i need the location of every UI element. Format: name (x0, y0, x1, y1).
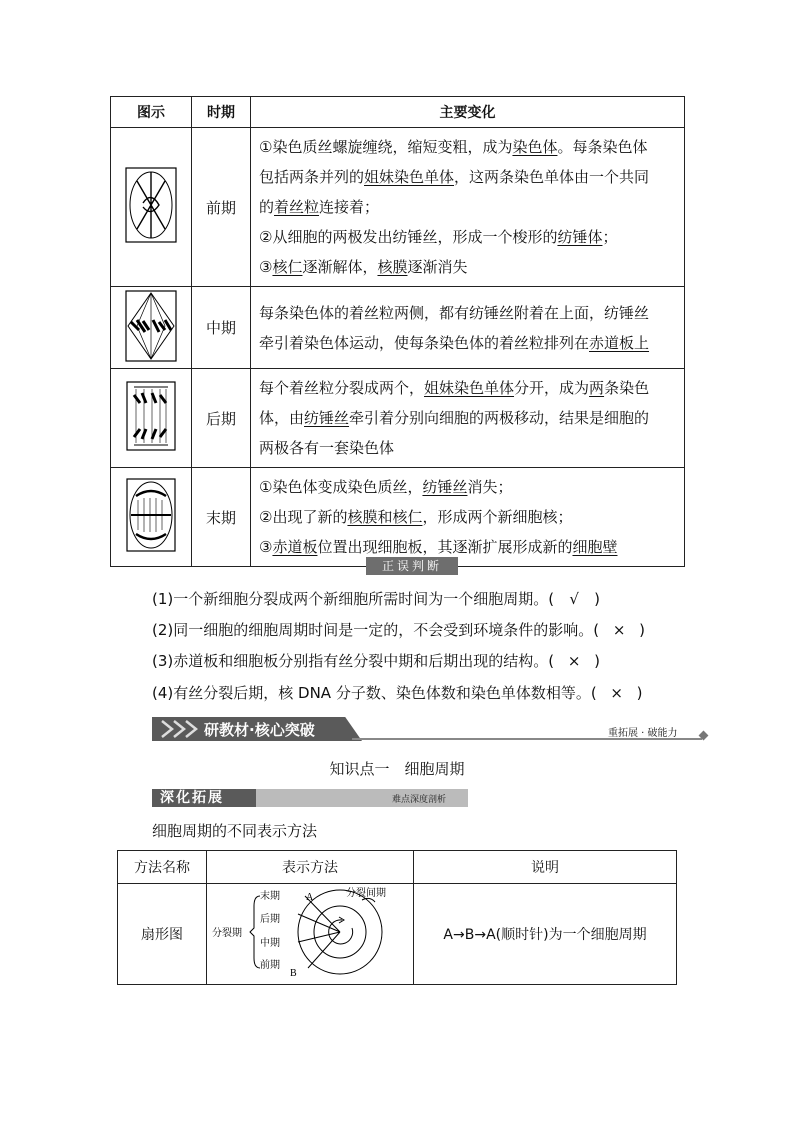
text-segment: 分开，成为 (514, 379, 590, 397)
method-name: 扇形图 (118, 884, 207, 985)
table-row (111, 128, 685, 287)
text-segment: 牵引着分别向细胞的两极移动，结果是细胞的 (349, 409, 650, 427)
method-table (117, 850, 677, 985)
key-term: 姐妹染色单体 (364, 168, 455, 186)
knowledge-point-title: 知识点一 细胞周期 (329, 760, 465, 778)
question-1: (1)一个新细胞分裂成两个新细胞所需时间为一个细胞周期。( √ ) (152, 590, 600, 608)
text-segment: 逐渐解体， (302, 258, 378, 276)
prophase-cell-image (111, 128, 192, 287)
changes-anaphase (251, 369, 685, 468)
chevron-arrows-icon (160, 720, 200, 738)
deep-banner-title: 深化拓展 (160, 790, 224, 806)
change-line (259, 298, 676, 328)
text-segment: ②出现了新的 (259, 508, 348, 526)
question-text: (3)赤道板和细胞板分别指有丝分裂中期和后期出现的结构。( (152, 652, 555, 670)
text-segment: ③ (259, 538, 273, 556)
key-term: 核仁 (272, 258, 303, 276)
text-segment: 包括两条并列的 (259, 168, 365, 186)
header-period: 时期 (192, 97, 251, 128)
key-term: 姐妹染色单体 (424, 379, 515, 397)
phase-label: 中期 (260, 938, 280, 949)
period-anaphase: 后期 (192, 369, 251, 468)
anaphase-cell-image (111, 369, 192, 468)
phase-label: 后期 (260, 914, 280, 925)
changes-metaphase (251, 287, 685, 369)
text-segment: 牵引着染色体运动，使每条染色体的着丝粒排列在 (259, 333, 590, 352)
telophase-cell-image (111, 468, 192, 567)
change-line (259, 132, 676, 162)
method-explanation: A→B→A(顺时针)为一个细胞周期 (414, 884, 677, 985)
text-segment: ，形成两个新细胞核； (422, 508, 573, 526)
change-line (259, 433, 676, 463)
key-term: 赤道板上 (589, 333, 650, 352)
key-term: 核膜和核仁 (347, 508, 423, 526)
text-segment: 体，由 (259, 409, 305, 427)
period-prophase: 前期 (192, 128, 251, 287)
table-row (111, 287, 685, 369)
key-term: 两 (589, 379, 605, 397)
section-banner (152, 717, 712, 741)
period-telophase: 末期 (192, 468, 251, 567)
key-term: 赤道板 (272, 538, 318, 556)
header-explanation: 说明 (414, 851, 677, 884)
text-segment: 两极各有一套染色体 (259, 439, 395, 457)
text-segment: ； (602, 228, 618, 246)
text-segment: 每个着丝粒分裂成两个， (259, 379, 425, 397)
judge-banner: 正误判断 (366, 557, 458, 575)
table-header-row (111, 97, 685, 128)
deep-banner-subtitle: 难点深度剖析 (392, 795, 447, 805)
change-line (259, 373, 676, 403)
anaphase-cell-icon (126, 381, 176, 451)
text-segment: ③ (259, 258, 273, 276)
text-segment: 。每条染色体 (557, 138, 648, 156)
header-diagram: 图示 (111, 97, 192, 128)
fan-diagram-cell (207, 884, 414, 985)
change-line (259, 252, 676, 282)
key-term: 染色体 (512, 138, 558, 156)
question-text: (4)有丝分裂后期，核 DNA 分子数、染色体数和染色单体数相等。( (152, 684, 597, 702)
text-segment: 消失； (467, 478, 513, 496)
text-segment: 逐渐消失 (407, 258, 468, 276)
key-term: 着丝粒 (274, 198, 320, 216)
text-segment: 位置出现细胞板，其逐渐扩展形成新的 (317, 538, 573, 556)
key-term: 纺锤丝 (304, 409, 350, 427)
key-term: 纺锤体 (557, 228, 603, 246)
text-segment: 条染色 (604, 379, 650, 397)
text-segment: ，这两条染色单体由一个共同 (454, 168, 650, 186)
text-segment: 连接着； (319, 198, 380, 216)
table-row (111, 468, 685, 567)
change-line (259, 472, 676, 502)
fan-diagram (210, 886, 410, 978)
section-banner-subtitle: 重拓展 · 破能力 (608, 728, 678, 739)
changes-telophase (251, 468, 685, 567)
text-segment: ②从细胞的两极发出纺锤丝，形成一个梭形的 (259, 228, 558, 246)
prophase-cell-icon (125, 167, 177, 243)
key-term: 细胞壁 (572, 538, 618, 556)
key-term: 核膜 (377, 258, 408, 276)
telophase-cell-icon (126, 478, 176, 552)
question-2: (2)同一细胞的细胞周期时间是一定的，不会受到环境条件的影响。( × ) (152, 621, 645, 639)
change-line (259, 162, 676, 192)
change-line (259, 403, 676, 433)
divide-phase-label: 分裂期 (212, 928, 242, 939)
table-header-row (118, 851, 677, 884)
question-3: (3)赤道板和细胞板分别指有丝分裂中期和后期出现的结构。( × ) (152, 652, 600, 670)
subsection-title: 细胞周期的不同表示方法 (152, 822, 318, 840)
metaphase-cell-image (111, 287, 192, 369)
phase-label: 前期 (260, 960, 280, 971)
header-representation: 表示方法 (207, 851, 414, 884)
change-line (259, 222, 676, 252)
deep-banner (152, 789, 468, 807)
interphase-label: 分裂间期 (346, 888, 386, 899)
text-segment: 每条染色体的着丝粒两侧，都有纺锤丝附着在上面，纺锤丝 (259, 303, 650, 322)
changes-prophase (251, 128, 685, 287)
table-row (118, 884, 677, 985)
header-changes: 主要变化 (251, 97, 685, 128)
change-line (259, 192, 676, 222)
answer-mark: × (612, 621, 626, 639)
key-term: 纺锤丝 (422, 478, 468, 496)
change-line (259, 532, 676, 562)
mitosis-phase-table (110, 96, 685, 567)
question-text: (1)一个新细胞分裂成两个新细胞所需时间为一个细胞周期。( (152, 590, 555, 608)
question-text: (2)同一细胞的细胞周期时间是一定的，不会受到环境条件的影响。( (152, 621, 600, 639)
answer-mark: × (610, 684, 623, 702)
period-metaphase: 中期 (192, 287, 251, 369)
text-segment: ①染色质丝螺旋缠绕，缩短变粗，成为 (259, 138, 513, 156)
metaphase-cell-icon (125, 290, 177, 362)
change-line (259, 328, 676, 358)
answer-mark: √ (569, 590, 579, 608)
table-row (111, 369, 685, 468)
point-a-label: A (306, 892, 314, 903)
question-4: (4)有丝分裂后期，核 DNA 分子数、染色体数和染色单体数相等。( × ) (152, 684, 643, 702)
point-b-label: B (290, 968, 297, 978)
text-segment: 的 (259, 198, 275, 216)
phase-label: 末期 (260, 891, 280, 902)
section-banner-title: 研教材·核心突破 (204, 721, 315, 739)
answer-mark: × (567, 652, 581, 670)
text-segment: ①染色体变成染色质丝， (259, 478, 423, 496)
header-method-name: 方法名称 (118, 851, 207, 884)
change-line (259, 502, 676, 532)
